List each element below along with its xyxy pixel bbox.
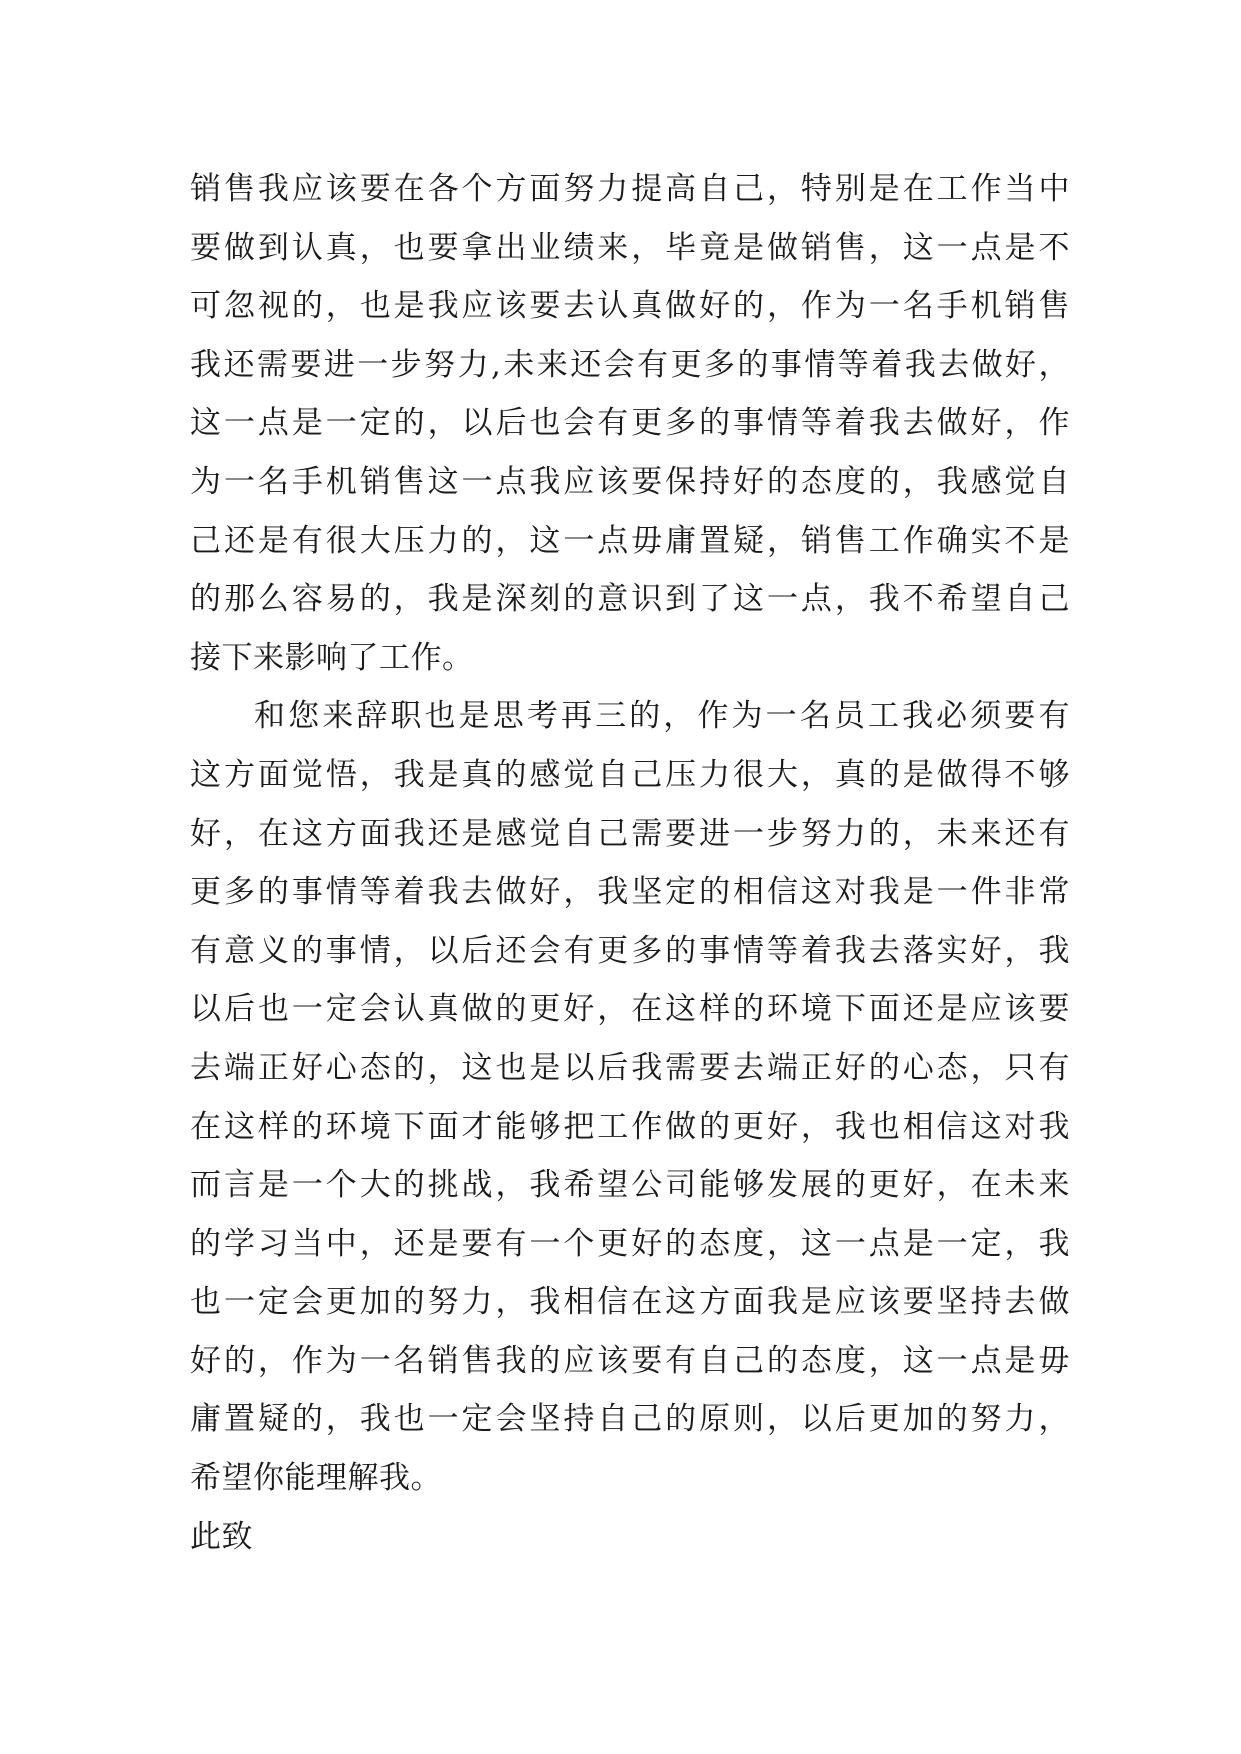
paragraph-line: 为一名手机销售这一点我应该要保持好的态度的，我感觉自 [190,463,1070,500]
paragraph-line: 在这样的环境下面才能够把工作做的更好，我也相信这对我 [190,1108,1070,1145]
letter-body [190,160,1070,1566]
paragraph-2 [190,687,1070,1507]
paragraph-line: 去端正好心态的，这也是以后我需要去端正好的心态，只有 [190,1049,1070,1086]
paragraph-line: 我还需要进一步努力,未来还会有更多的事情等着我去做好， [190,346,1070,383]
paragraph-line: 销售我应该要在各个方面努力提高自己，特别是在工作当中 [190,171,1070,207]
closing-salutation: 此致 [190,1518,253,1555]
paragraph-line: 这一点是一定的，以后也会有更多的事情等着我去做好，作 [190,405,1070,442]
paragraph-line: 好，在这方面我还是感觉自己需要进一步努力的，未来还有 [190,815,1070,852]
paragraph-line: 以后也一定会认真做的更好，在这样的环境下面还是应该要 [190,991,1070,1028]
paragraph-line: 更多的事情等着我去做好，我坚定的相信这对我是一件非常 [190,874,1070,911]
paragraph-line: 可忽视的，也是我应该要去认真做好的，作为一名手机销售 [190,288,1070,325]
paragraph-line: 也一定会更加的努力，我相信在这方面我是应该要坚持去做 [190,1284,1070,1321]
paragraph-line: 和您来辞职也是思考再三的，作为一名员工我必须要有 [254,698,1070,735]
paragraph-line: 要做到认真，也要拿出业绩来，毕竟是做销售，这一点是不 [190,229,1070,266]
paragraph-line: 接下来影响了工作。 [190,639,474,676]
paragraph-line: 这方面觉悟，我是真的感觉自己压力很大，真的是做得不够 [190,756,1070,793]
paragraph-line: 的那么容易的，我是深刻的意识到了这一点，我不希望自己 [190,581,1070,618]
paragraph-line: 庸置疑的，我也一定会坚持自己的原则，以后更加的努力， [190,1401,1070,1438]
paragraph-line: 己还是有很大压力的，这一点毋庸置疑，销售工作确实不是 [190,522,1070,559]
paragraph-line: 有意义的事情，以后还会有更多的事情等着我去落实好，我 [190,932,1070,969]
paragraph-1 [190,160,1070,687]
paragraph-line: 的学习当中，还是要有一个更好的态度，这一点是一定，我 [190,1225,1070,1262]
paragraph-line: 希望你能理解我。 [190,1460,442,1497]
paragraph-line: 而言是一个大的挑战，我希望公司能够发展的更好，在未来 [190,1167,1070,1204]
paragraph-line: 好的，作为一名销售我的应该要有自己的态度，这一点是毋 [190,1342,1070,1379]
